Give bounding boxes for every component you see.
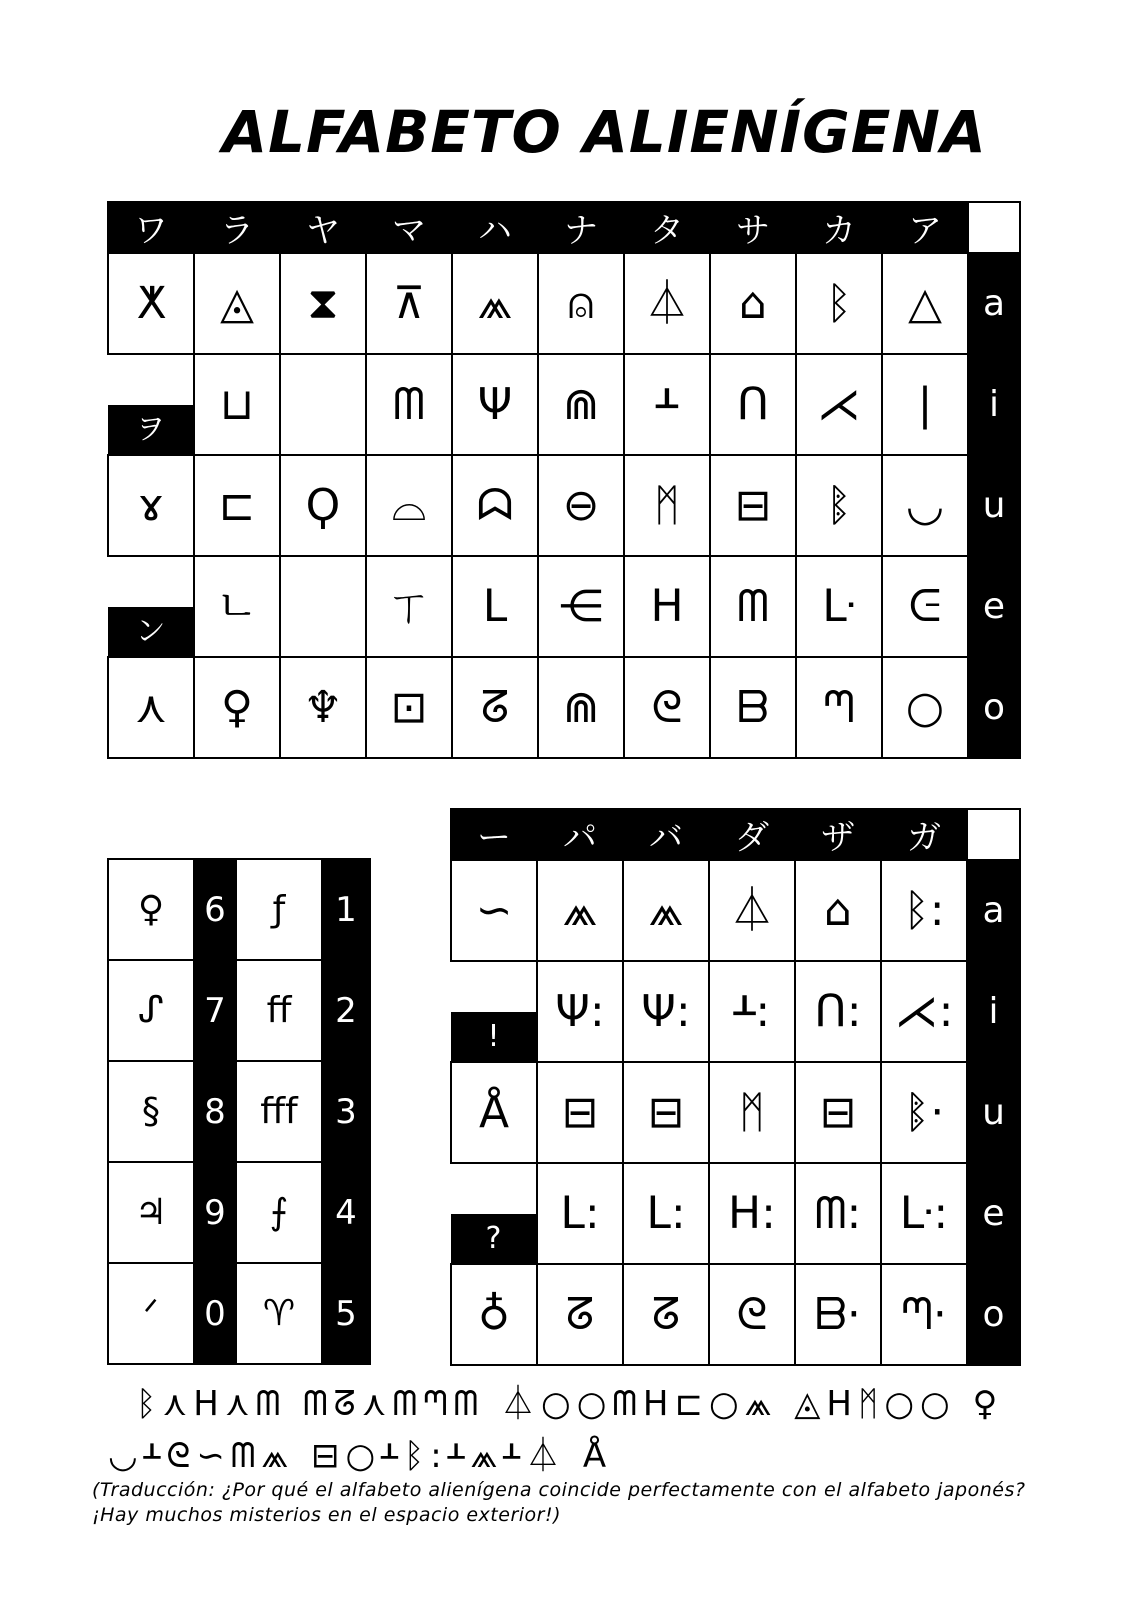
glyph-cell: △ <box>882 253 968 354</box>
header-corner <box>968 202 1020 253</box>
glyph-cell: ᒷ <box>796 556 882 657</box>
vowel-label: a <box>967 860 1020 961</box>
header-cell: ガ <box>881 809 967 860</box>
vowel-label: e <box>968 556 1020 657</box>
header-cell: パ <box>537 809 623 860</box>
glyph-cell: ⧗ <box>280 253 366 354</box>
main-alphabet-table <box>107 201 1021 759</box>
number-label: 3 <box>322 1061 370 1162</box>
number-glyph: ff <box>236 960 322 1061</box>
number-glyph: fff <box>236 1061 322 1162</box>
table-row <box>108 960 370 1061</box>
number-glyph: § <box>108 1061 194 1162</box>
glyph-cell: ◬ <box>194 253 280 354</box>
header-cell: ハ <box>452 202 538 253</box>
number-glyph: ♀ <box>108 859 194 960</box>
glyph-cell: Ϙ <box>280 455 366 556</box>
side-label-wo: ヲ <box>108 405 193 454</box>
vowel-label: i <box>967 961 1020 1062</box>
header-cell: ア <box>882 202 968 253</box>
glyph-cell: ⊟ <box>623 1062 709 1163</box>
number-glyph: ♈ <box>236 1263 322 1364</box>
glyph-cell: ㄒ <box>366 556 452 657</box>
side-label-n: ン <box>108 607 193 656</box>
table-row <box>451 1264 1020 1365</box>
header-corner <box>967 809 1020 860</box>
glyph-cell: ⊟ <box>795 1062 881 1163</box>
glyph-cell: ᗰ <box>366 354 452 455</box>
glyph-cell: ⊟ <box>710 455 796 556</box>
glyph-cell: ᑎ <box>710 354 796 455</box>
glyph-cell <box>280 354 366 455</box>
glyph-cell: ⊡ <box>366 657 452 758</box>
table-row <box>451 1062 1020 1163</box>
glyph-cell: ᕮ <box>882 556 968 657</box>
glyph-cell: ⏃ <box>709 860 795 961</box>
glyph-cell: ᛔ· <box>881 1062 967 1163</box>
table-row <box>108 1263 370 1364</box>
number-glyph: ⨍ <box>236 1162 322 1263</box>
side-cell <box>108 354 194 455</box>
glyph-cell: ⋌: <box>881 961 967 1062</box>
glyph-cell: ⋲ <box>538 556 624 657</box>
header-cell: ラ <box>194 202 280 253</box>
number-glyph: ᔑ <box>108 960 194 1061</box>
number-label: 9 <box>194 1162 236 1263</box>
glyph-cell: ᚆ <box>624 354 710 455</box>
glyph-cell: ᗷ <box>710 657 796 758</box>
glyph-cell: ᒪ: <box>623 1163 709 1264</box>
glyph-cell: ❘ <box>882 354 968 455</box>
glyph-cell: ᛔ <box>796 455 882 556</box>
glyph-cell: Ψ: <box>537 961 623 1062</box>
glyph-cell: ⋌ <box>796 354 882 455</box>
vowel-label: e <box>967 1163 1020 1264</box>
glyph-cell: ○ <box>882 657 968 758</box>
header-cell: ワ <box>108 202 194 253</box>
glyph-cell: ᚆ: <box>709 961 795 1062</box>
glyph-cell: ⊖ <box>538 455 624 556</box>
glyph-cell: ᘔ <box>452 657 538 758</box>
side-label-question: ? <box>451 1214 536 1263</box>
header-cell: サ <box>710 202 796 253</box>
vowel-label: a <box>968 253 1020 354</box>
header-row <box>108 202 1020 253</box>
glyph-cell: ⊏ <box>194 455 280 556</box>
vowel-label: u <box>968 455 1020 556</box>
glyph-cell: ᕼ: <box>709 1163 795 1264</box>
number-glyph: ♃ <box>108 1162 194 1263</box>
side-cell <box>451 1163 537 1264</box>
glyph-cell: Ψ: <box>623 961 709 1062</box>
glyph-cell: ◡ <box>882 455 968 556</box>
vowel-label: o <box>968 657 1020 758</box>
glyph-cell: ᛗ <box>624 455 710 556</box>
number-label: 1 <box>322 859 370 960</box>
glyph-cell: ᘔ <box>537 1264 623 1365</box>
page-title: ALFABETO ALIENÍGENA <box>222 98 987 166</box>
numbers-table <box>107 858 371 1365</box>
table-row <box>108 455 1020 556</box>
glyph-cell: ⊔ <box>194 354 280 455</box>
glyph-cell: ᘓ <box>709 1264 795 1365</box>
glyph-cell: ⋒ <box>538 354 624 455</box>
glyph-cell: ㄴ <box>194 556 280 657</box>
glyph-cell: ⋒ <box>538 657 624 758</box>
number-label: 4 <box>322 1162 370 1263</box>
glyph-cell: ⵅ <box>108 253 194 354</box>
table-row <box>108 253 1020 354</box>
glyph-cell: ⏃ <box>624 253 710 354</box>
glyph-cell: ᑎ: <box>795 961 881 1062</box>
header-cell: ー <box>451 809 537 860</box>
glyph-cell: ᗰ <box>710 556 796 657</box>
translation-note: (Traducción: ¿Por qué el alfabeto alienígena coincide perfectamente con el alfabeto japonés? ¡Hay muchos misterios en el espacio exterior!) <box>92 1479 1026 1526</box>
glyph-cell: ⊼ <box>366 253 452 354</box>
glyph-cell: ᗰ: <box>795 1163 881 1264</box>
number-glyph: ƒ <box>236 859 322 960</box>
header-cell: カ <box>796 202 882 253</box>
header-cell: ナ <box>538 202 624 253</box>
number-label: 8 <box>194 1061 236 1162</box>
glyph-cell: ᘓ <box>624 657 710 758</box>
glyph-cell: ᛒ: <box>881 860 967 961</box>
glyph-cell: ᘔ <box>623 1264 709 1365</box>
table-row <box>108 657 1020 758</box>
glyph-cell: ᕼ <box>624 556 710 657</box>
table-row <box>108 1061 370 1162</box>
glyph-cell: ⩕ <box>623 860 709 961</box>
glyph-cell: ⍝ <box>538 253 624 354</box>
side-cell <box>108 556 194 657</box>
glyph-cell <box>280 556 366 657</box>
table-row <box>451 1163 1020 1264</box>
glyph-cell: ⋏ <box>108 657 194 758</box>
table-row <box>108 556 1020 657</box>
glyph-cell: ᛗ <box>709 1062 795 1163</box>
vowel-label: o <box>967 1264 1020 1365</box>
glyph-cell: ⊟ <box>537 1062 623 1163</box>
number-label: 6 <box>194 859 236 960</box>
number-glyph: ᐟ <box>108 1263 194 1364</box>
side-label-exclamation: ! <box>451 1012 536 1061</box>
glyph-cell: Å <box>451 1062 537 1163</box>
glyph-cell: ♀ <box>194 657 280 758</box>
glyph-cell: ᒪ: <box>537 1163 623 1264</box>
glyph-cell: ♁ <box>451 1264 537 1365</box>
table-row <box>451 860 1020 961</box>
header-cell: ヤ <box>280 202 366 253</box>
header-cell: タ <box>624 202 710 253</box>
table-row <box>108 859 370 960</box>
glyph-cell: ᘉ· <box>881 1264 967 1365</box>
table-row <box>108 1162 370 1263</box>
glyph-cell: ᘉ <box>796 657 882 758</box>
glyph-cell: ᒷ: <box>881 1163 967 1264</box>
table-row <box>108 354 1020 455</box>
number-label: 0 <box>194 1263 236 1364</box>
header-cell: バ <box>623 809 709 860</box>
alien-sentence-line-1: ᛒ⋏ᕼ⋏ᗰ ᗰᘔ⋏ᗰᘉᗰ ⏃○○ᗰᕼ⊏○⩕ ◬ᕼᛗ○○ ♀ <box>136 1384 1004 1424</box>
glyph-cell: ♆ <box>280 657 366 758</box>
vowel-label: u <box>967 1062 1020 1163</box>
header-cell: ダ <box>709 809 795 860</box>
glyph-cell: ɤ <box>108 455 194 556</box>
vowel-label: i <box>968 354 1020 455</box>
header-row <box>451 809 1020 860</box>
number-label: 7 <box>194 960 236 1061</box>
glyph-cell: ⌂ <box>795 860 881 961</box>
glyph-cell: ⩕ <box>452 253 538 354</box>
header-cell: マ <box>366 202 452 253</box>
table-row <box>451 961 1020 1062</box>
glyph-cell: ᗷ· <box>795 1264 881 1365</box>
glyph-cell: Ψ <box>452 354 538 455</box>
glyph-cell: ᗣ <box>452 455 538 556</box>
number-label: 5 <box>322 1263 370 1364</box>
glyph-cell: ᒪ <box>452 556 538 657</box>
glyph-cell: ᛒ <box>796 253 882 354</box>
glyph-cell: ⌓ <box>366 455 452 556</box>
voiced-alphabet-table <box>450 808 1021 1366</box>
number-label: 2 <box>322 960 370 1061</box>
side-cell <box>451 961 537 1062</box>
alien-sentence-line-2: ◡ᚆᘓ∽ᗰ⩕ ⊟○ᚆᛒ:ᚆ⩕ᚆ⏃ Å <box>108 1436 613 1476</box>
glyph-cell: ⩕ <box>537 860 623 961</box>
header-cell: ザ <box>795 809 881 860</box>
glyph-cell: ∽ <box>451 860 537 961</box>
glyph-cell: ⌂ <box>710 253 796 354</box>
